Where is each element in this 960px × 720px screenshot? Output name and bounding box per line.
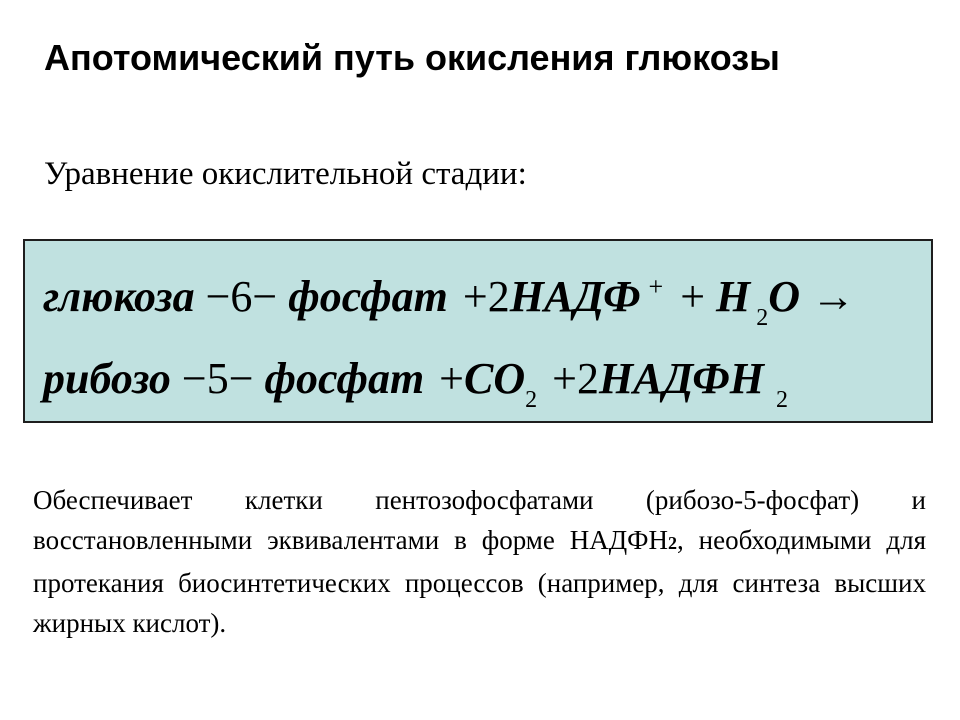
eq-plus-sign: + [462, 272, 488, 321]
eq-minus-sign: − [205, 272, 231, 321]
eq-term-glucose: глюкоза [43, 272, 195, 321]
eq-superscript: + [648, 272, 664, 301]
eq-term-ribose: рибозо [43, 354, 171, 403]
eq-subscript: 2 [756, 305, 769, 331]
eq-term-co: СО [464, 354, 526, 403]
eq-term-nadp: НАДФ [509, 272, 641, 321]
eq-term-o: О [768, 272, 801, 321]
page-title: Апотомический путь окисления глюкозы [44, 37, 780, 78]
description-text: Обеспечивает клетки пентозофосфатами (рибозо-5-фосфат) и восстановленными эквивалентами в форме НАДФН [33, 485, 926, 555]
section-subtitle: Уравнение окислительной стадии: [44, 156, 527, 192]
equation-line-2 [43, 351, 788, 428]
eq-subscript: 2 [525, 387, 538, 413]
eq-plus-sign: + [439, 354, 464, 403]
description-paragraph [33, 480, 926, 643]
reaction-arrow-icon: → [811, 272, 856, 321]
eq-term-phosphate: фосфат [264, 354, 425, 403]
eq-plus-sign: + [552, 354, 577, 403]
eq-coefficient: 2 [487, 272, 510, 321]
equation-line-1 [43, 259, 855, 346]
description-subscript: 2 [668, 533, 678, 553]
eq-term-phosphate: фосфат [288, 272, 448, 321]
eq-minus-sign: − [252, 272, 278, 321]
eq-number: 6 [230, 272, 253, 321]
description-text-end: , необходимыми для протекания биосинтетических процессов (например, для синтеза высших жирных кислот). [33, 525, 926, 638]
equation-box [23, 239, 933, 423]
eq-term-h: Н [716, 272, 751, 321]
eq-plus-sign: + [680, 272, 706, 321]
eq-coefficient: 2 [576, 354, 599, 403]
eq-number: 5 [206, 354, 229, 403]
eq-term-nadph: НАДФН [598, 354, 764, 403]
eq-minus-sign: − [228, 354, 254, 403]
eq-subscript: 2 [776, 387, 788, 413]
eq-minus-sign: − [181, 354, 207, 403]
